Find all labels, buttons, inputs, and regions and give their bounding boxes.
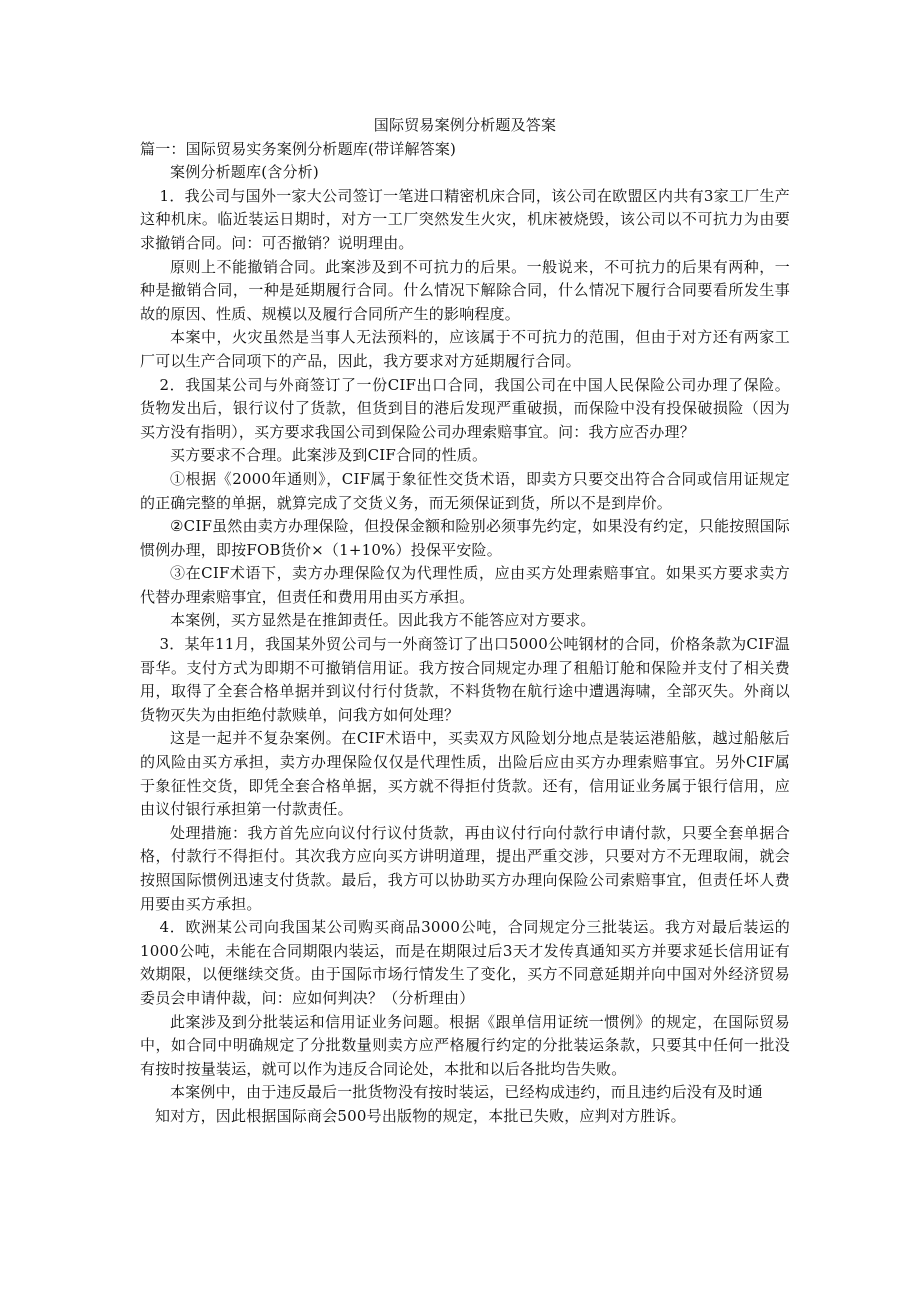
case-answer-paragraph: 本案中，火灾虽然是当事人无法预料的，应该属于不可抗力的范围，但由于对方还有两家工厂可以生产合同项下的产品，因此，我方要求对方延期履行合同。 <box>140 328 790 370</box>
case-answer-paragraph: 此案涉及到分批装运和信用证业务问题。根据《跟单信用证统一惯例》的规定，在国际贸易中，如合同中明确规定了分批数量则卖方应严格履行约定的分批装运条款，只要其中任何一批没有按时按量装运，就可以作为违反合同论处，本批和以后各批均告失败。 <box>140 1012 790 1078</box>
document-title: 国际贸易案例分析题及答案 <box>373 116 557 134</box>
case-answer-paragraph: 本案例，买方显然是在推卸责任。因此我方不能答应对方要求。 <box>170 611 596 630</box>
case-answer-paragraph: 知对方，因此根据国际商会500号出版物的规定，本批已失败，应判对方胜诉。 <box>155 1106 686 1125</box>
subheading: 案例分析题库(含分析) <box>170 163 319 182</box>
case-answer-point: ②CIF虽然由卖方办理保险，但投保金额和险别必须事先约定，如果没有约定，只能按照国际惯例办理，即按FOB货价×（1+10%）投保平安险。 <box>140 517 790 559</box>
case-answer-paragraph: 这是一起并不复杂案例。在CIF术语中，买卖双方风险划分地点是装运港船舷，越过船舷后的风险由买方承担，卖方办理保险仅仅是代理性质，出险后应由买方办理索赔事宜。另外CIF属于象征性交货，即凭全套合格单据，买方就不得拒付货款。还有，信用证业务属于银行信用，应由议付银行承担第一付款责任。 <box>140 729 790 819</box>
case-answer-paragraph: 买方要求不合理。此案涉及到CIF合同的性质。 <box>170 446 488 465</box>
case-answer-paragraph: 原则上不能撤销合同。此案涉及到不可抗力的后果。一般说来，不可抗力的后果有两种，一种是撤销合同，一种是延期履行合同。什么情况下解除合同，什么情况下履行合同要看所发生事故的原因、性质、规模以及履行合同所产生的影响程度。 <box>140 257 790 323</box>
case-question-1: 1．我公司与国外一家大公司签订一笔进口精密机床合同，该公司在欧盟区内共有3家工厂生产这种机床。临近装运日期时，对方一工厂突然发生火灾，机床被烧毁，该公司以不可抗力为由要求撤销合同。问：可否撤销？说明理由。 <box>140 186 790 252</box>
case-answer-point: ③在CIF术语下，卖方办理保险仅为代理性质，应由买方处理索赔事宜。如果买方要求卖方代替办理索赔事宜，但责任和费用用由买方承担。 <box>140 564 790 606</box>
document-body <box>140 114 790 1129</box>
case-answer-point: ①根据《2000年通则》，CIF属于象征性交货术语，即卖方只要交出符合合同或信用证规定的正确完整的单据，就算完成了交货义务，而无须保证到货，所以不是到岸价。 <box>140 469 790 512</box>
case-answer-paragraph: 本案例中，由于违反最后一批货物没有按时装运，已经构成违约，而且违约后没有及时通 <box>170 1083 763 1102</box>
section-heading: 篇一：国际贸易实务案例分析题库(带详解答案) <box>140 139 457 158</box>
case-question-2: 2．我国某公司与外商签订了一份CIF出口合同，我国公司在中国人民保险公司办理了保险。货物发出后，银行议付了货款，但货到目的港后发现严重破损，而保险中没有投保破损险（因为买方没有指明），买方要求我国公司到保险公司办理索赔事宜。问：我方应否办理？ <box>140 375 790 441</box>
case-question-4: 4．欧洲某公司向我国某公司购买商品3000公吨，合同规定分三批装运。我方对最后装运的1000公吨，未能在合同期限内装运，而是在期限过后3天才发传真通知买方并要求延长信用证有效期限，以便继续交货。由于国际市场行情发生了变化，买方不同意延期并向中国对外经济贸易委员会申请仲裁，问：应如何判决？（分析理由） <box>140 918 790 1007</box>
case-question-3: 3．某年11月，我国某外贸公司与一外商签订了出口5000公吨钢材的合同，价格条款为CIF温哥华。支付方式为即期不可撤销信用证。我方按合同规定办理了租船订舱和保险并支付了相关费用，取得了全套合格单据并到议付行付货款，不料货物在航行途中遭遇海啸，全部灭失。外商以货物灭失为由拒绝付款赎单，问我方如何处理？ <box>140 635 790 724</box>
case-answer-paragraph: 处理措施：我方首先应向议付行议付货款，再由议付行向付款行申请付款，只要全套单据合格，付款行不得拒付。其次我方应向买方讲明道理，提出严重交涉，只要对方不无理取闹，就会按照国际惯例迅速支付货款。最后，我方可以协助买方办理向保险公司索赔事宜，但责任坏人费用要由买方承担。 <box>140 823 790 913</box>
